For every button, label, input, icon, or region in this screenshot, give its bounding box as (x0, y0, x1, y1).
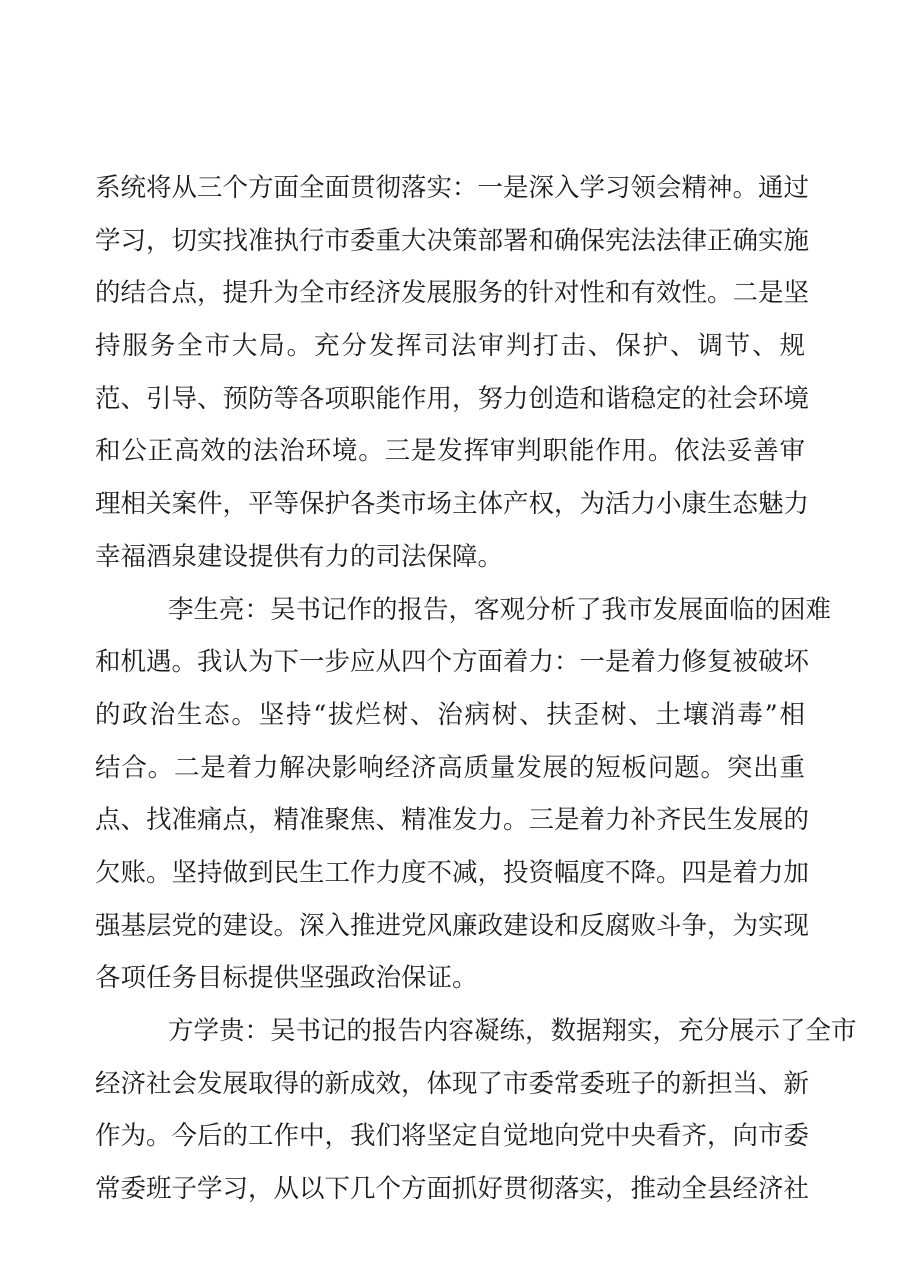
text-line: 欠账。坚持做到民生工作力度不减，投资幅度不降。四是着力加 (95, 857, 810, 888)
text-line: 结合。二是着力解决影响经济高质量发展的短板问题。突出重 (95, 752, 805, 783)
text-line: 的结合点，提升为全市经济发展服务的针对性和有效性。二是坚 (95, 278, 810, 309)
text-line: 强基层党的建设。深入推进党风廉政建设和反腐败斗争，为实现 (95, 910, 810, 941)
text-line: 和机遇。我认为下一步应从四个方面着力：一是着力修复被破坏 (95, 647, 810, 678)
text-line: 范、引导、预防等各项职能作用，努力创造和谐稳定的社会环境 (95, 383, 810, 414)
text-line: 幸福酒泉建设提供有力的司法保障。 (95, 541, 504, 572)
text-line: 和公正高效的法治环境。三是发挥审判职能作用。依法妥善审 (95, 436, 805, 467)
text-line: 李生亮：吴书记作的报告，客观分析了我市发展面临的困难 (168, 594, 832, 625)
text-line: 点、找准痛点，精准聚焦、精准发力。三是着力补齐民生发展的 (95, 805, 810, 836)
document-body (95, 162, 857, 1216)
paragraph-fang-xuegui (95, 1005, 857, 1216)
text-line: 系统将从三个方面全面贯彻落实：一是深入学习领会精神。通过 (95, 173, 810, 203)
text-line: 常委班子学习，从以下几个方面抓好贯彻落实，推动全县经济社 (95, 1174, 810, 1205)
paragraph-continuation (95, 162, 810, 584)
text-line: 方学贵：吴书记的报告内容凝练，数据翔实，充分展示了全市 (168, 1016, 857, 1046)
text-line: 各项任务目标提供坚强政治保证。 (95, 963, 478, 994)
paragraph-li-shengliang (95, 584, 832, 1006)
text-line: 的政治生态。坚持“拔烂树、治病树、扶歪树、土壤消毒”相 (95, 699, 805, 730)
text-line: 持服务全市大局。充分发挥司法审判打击、保护、调节、规 (95, 331, 805, 362)
text-line: 作为。今后的工作中，我们将坚定自觉地向党中央看齐，向市委 (95, 1121, 810, 1152)
text-line: 学习，切实找准执行市委重大决策部署和确保宪法法律正确实施 (95, 225, 810, 256)
text-line: 经济社会发展取得的新成效，体现了市委常委班子的新担当、新 (95, 1068, 810, 1099)
text-line: 理相关案件，平等保护各类市场主体产权，为活力小康生态魅力 (95, 489, 810, 520)
